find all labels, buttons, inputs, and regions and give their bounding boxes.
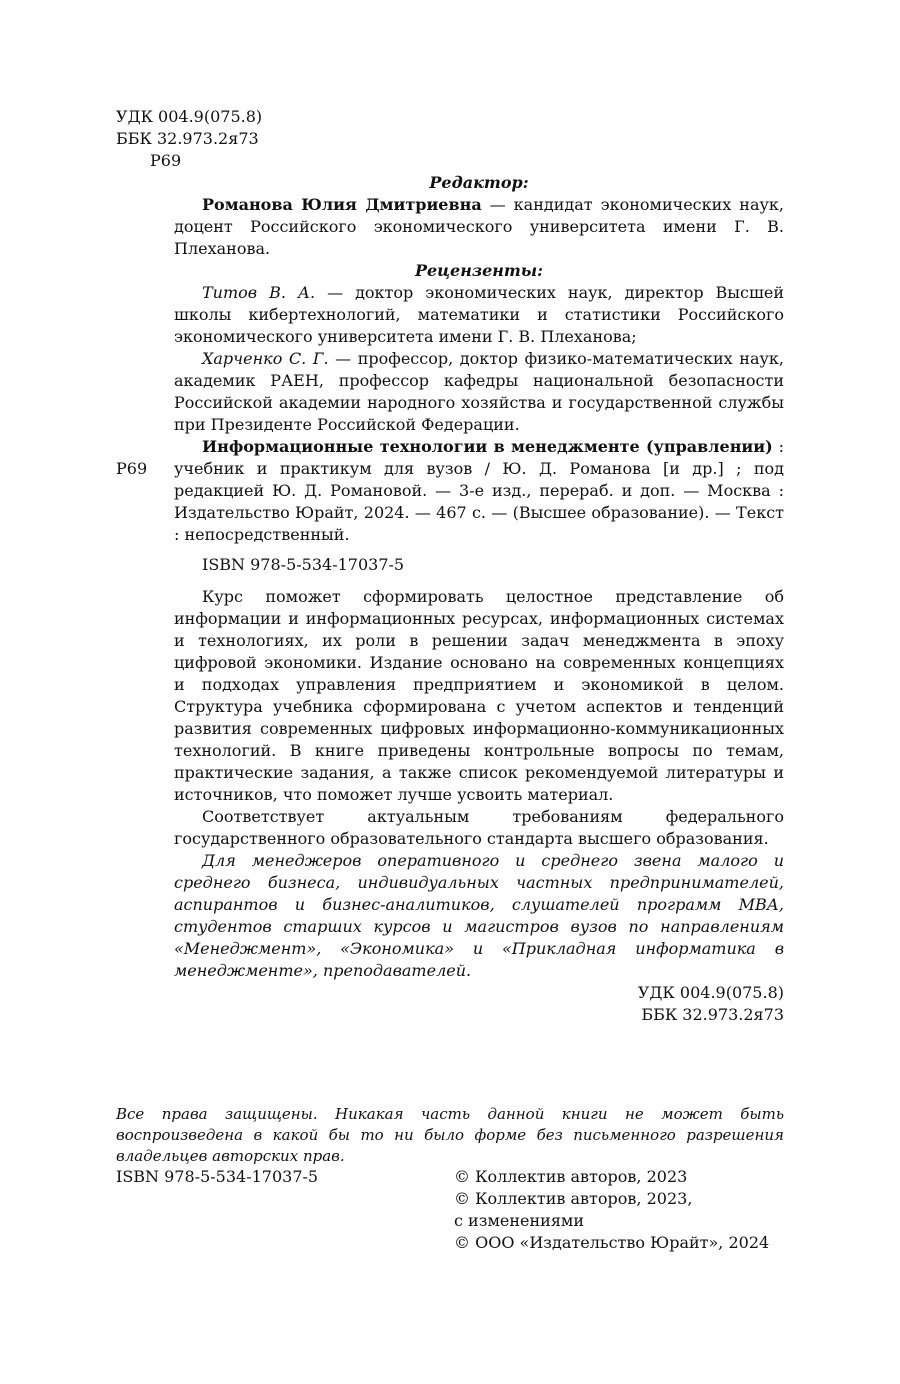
- editor-description: — кандидат экономических наук, доцент Российского экономического университета имени Г. В. Плеханова.: [174, 195, 785, 258]
- editor-heading: Редактор:: [429, 173, 529, 192]
- reviewer-name: Харченко С. Г.: [202, 349, 329, 368]
- reviewer-entry: [174, 348, 784, 436]
- editor-entry: [174, 194, 784, 260]
- classification-block: [116, 106, 316, 172]
- rights-notice: Все права защищены. Никакая часть данной книги не может быть воспроизведена в какой бы то ни было форме без письменного разрешения владельцев авторских прав.: [116, 1105, 784, 1165]
- copyright-line: © ООО «Издательство Юрайт», 2024: [454, 1233, 770, 1252]
- record-details: : учебник и практикум для вузов / Ю. Д. Романова [и др.] ; под редакцией Ю. Д. Романовой. — 3-е изд., перераб. и доп. — Москва : Издательство Юрайт, 2024. — 467 с. — (Высшее образование). — Текст : непосредственный.: [174, 437, 784, 544]
- reviewer-entry: [174, 282, 784, 348]
- reviewers-heading: Рецензенты:: [414, 261, 544, 280]
- reviewer-name: Титов В. А.: [202, 283, 316, 302]
- record-sign: Р69: [116, 459, 148, 478]
- audience-paragraph: Для менеджеров оперативного и среднего звена малого и среднего бизнеса, индивидуальных частных предпринимателей, аспирантов и бизнес-аналитиков, слушателей программ МВА, студентов старших курсов и магистров вузов по направлениям «Менеджмент», «Экономика» и «Прикладная информатика в менеджменте», преподавателей.: [174, 851, 784, 980]
- copyright-line: © Коллектив авторов, 2023,: [454, 1189, 693, 1208]
- copyright-line: © Коллектив авторов, 2023: [454, 1167, 688, 1186]
- record-isbn: ISBN 978-5-534-17037-5: [202, 555, 405, 574]
- annotation-udk: УДК 004.9(075.8): [637, 983, 784, 1002]
- credits-block: [174, 172, 784, 436]
- udk-code: УДК 004.9(075.8): [116, 107, 263, 126]
- record-title: Информационные технологии в менеджменте (управлении): [202, 437, 773, 456]
- footer-isbn: ISBN 978-5-534-17037-5: [116, 1167, 319, 1186]
- bbk-code: ББК 32.973.2я73: [116, 129, 259, 148]
- reviewer-description: — доктор экономических наук, директор Высшей школы кибертехнологий, математики и статистики Российского экономического университета имени Г. В. Плеханова;: [174, 283, 785, 346]
- copyright-line: с изменениями: [454, 1211, 585, 1230]
- author-sign: Р69: [150, 151, 182, 170]
- annotation-bbk: ББК 32.973.2я73: [641, 1005, 784, 1024]
- annotation-paragraph: Курс поможет сформировать целостное представление об информации и информационных ресурсах, информационных системах и технологиях, их роли в решении задач менеджмента в эпоху цифровой экономики. Издание основано на современных концепциях и подходах управления предприятием и экономикой в целом. Структура учебника сформирована с учетом аспектов и тенденций развития современных цифровых информационно-коммуникационных технологий. В книге приведены контрольные вопросы по темам, практические задания, а также список рекомендуемой литературы и источников, что поможет лучше усвоить материал.: [174, 587, 784, 804]
- copyright-block: [454, 1166, 784, 1254]
- bibliographic-record: [174, 436, 784, 1026]
- editor-name: Романова Юлия Дмитриевна: [202, 195, 482, 214]
- reviewer-description: — профессор, доктор физико-математических наук, академик РАЕН, профессор кафедры национальной безопасности Российской академии народного хозяйства и государственной службы при Президенте Российской Федерации.: [174, 349, 785, 434]
- annotation-paragraph: Соответствует актуальным требованиям федерального государственного образовательного стандарта высшего образования.: [174, 807, 784, 848]
- record-text: [174, 436, 784, 546]
